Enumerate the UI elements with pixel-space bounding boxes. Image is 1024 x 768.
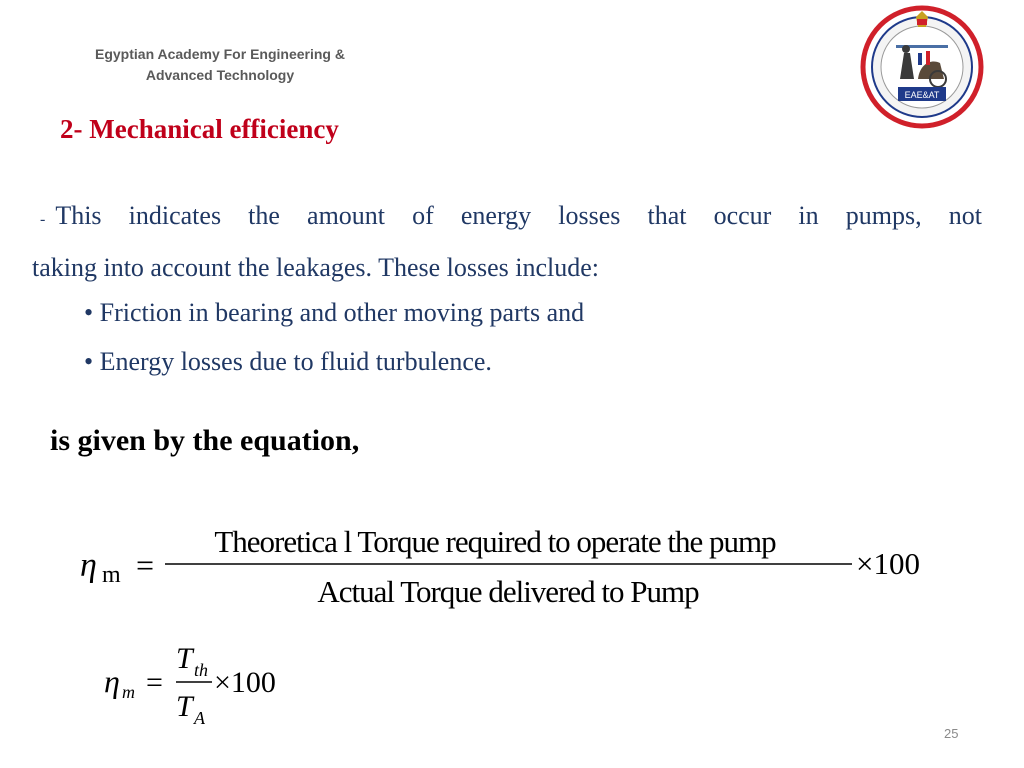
paragraph-word: that xyxy=(647,201,687,230)
paragraph-word: not xyxy=(948,201,982,230)
logo-text: EAE&AT xyxy=(904,90,940,100)
eta-subscript: m xyxy=(102,562,121,588)
academy-logo xyxy=(860,5,984,129)
multiplier-100: ×100 xyxy=(214,666,276,699)
equals-sign: = xyxy=(136,547,155,583)
paragraph-word: pumps, xyxy=(845,201,922,230)
academy-name-line2: Advanced Technology xyxy=(145,67,295,83)
academy-name-line1: Egyptian Academy For Engineering & xyxy=(95,46,345,62)
equation-efficiency-verbal xyxy=(80,520,960,620)
equals-sign: = xyxy=(146,666,163,699)
numerator-text: Theoretica l Torque required to operate the pump xyxy=(214,524,776,559)
page-number: 25 xyxy=(944,726,959,741)
paragraph-word: of xyxy=(412,201,434,230)
bullet-item-turbulence: • Energy losses due to fluid turbulence. xyxy=(84,347,492,376)
dash-marker: - xyxy=(40,211,46,228)
paragraph xyxy=(32,192,982,292)
multiplier-100: ×100 xyxy=(856,546,920,581)
eta-subscript: m xyxy=(122,682,135,702)
equation-efficiency-symbolic xyxy=(100,640,320,740)
paragraph-word: in xyxy=(798,201,819,230)
denominator-text: Actual Torque delivered to Pump xyxy=(317,574,699,609)
bullet-list xyxy=(84,288,584,386)
paragraph-word: losses xyxy=(558,201,621,230)
paragraph-word: occur xyxy=(713,201,772,230)
academy-name xyxy=(70,44,370,86)
torque-actual-sub: A xyxy=(194,708,205,728)
paragraph-word: energy xyxy=(460,201,532,230)
eta-symbol: η xyxy=(104,663,120,699)
eta-symbol: η xyxy=(80,547,97,584)
paragraph-word: amount xyxy=(307,201,386,230)
bullet-item-friction: • Friction in bearing and other moving parts and xyxy=(84,298,585,327)
paragraph-word: indicates xyxy=(128,201,222,230)
section-title: 2- Mechanical efficiency xyxy=(60,114,339,144)
equation-intro: is given by the equation, xyxy=(50,424,360,457)
torque-actual-var: T xyxy=(176,690,193,723)
paragraph-word: - This xyxy=(40,201,102,230)
paragraph-word: the xyxy=(248,201,280,230)
torque-theoretical-var: T xyxy=(176,642,193,675)
paragraph-line2: taking into account the leakages. These losses include: xyxy=(32,253,600,282)
paragraph-line1 xyxy=(32,192,982,244)
torque-theoretical-sub: th xyxy=(194,660,209,680)
